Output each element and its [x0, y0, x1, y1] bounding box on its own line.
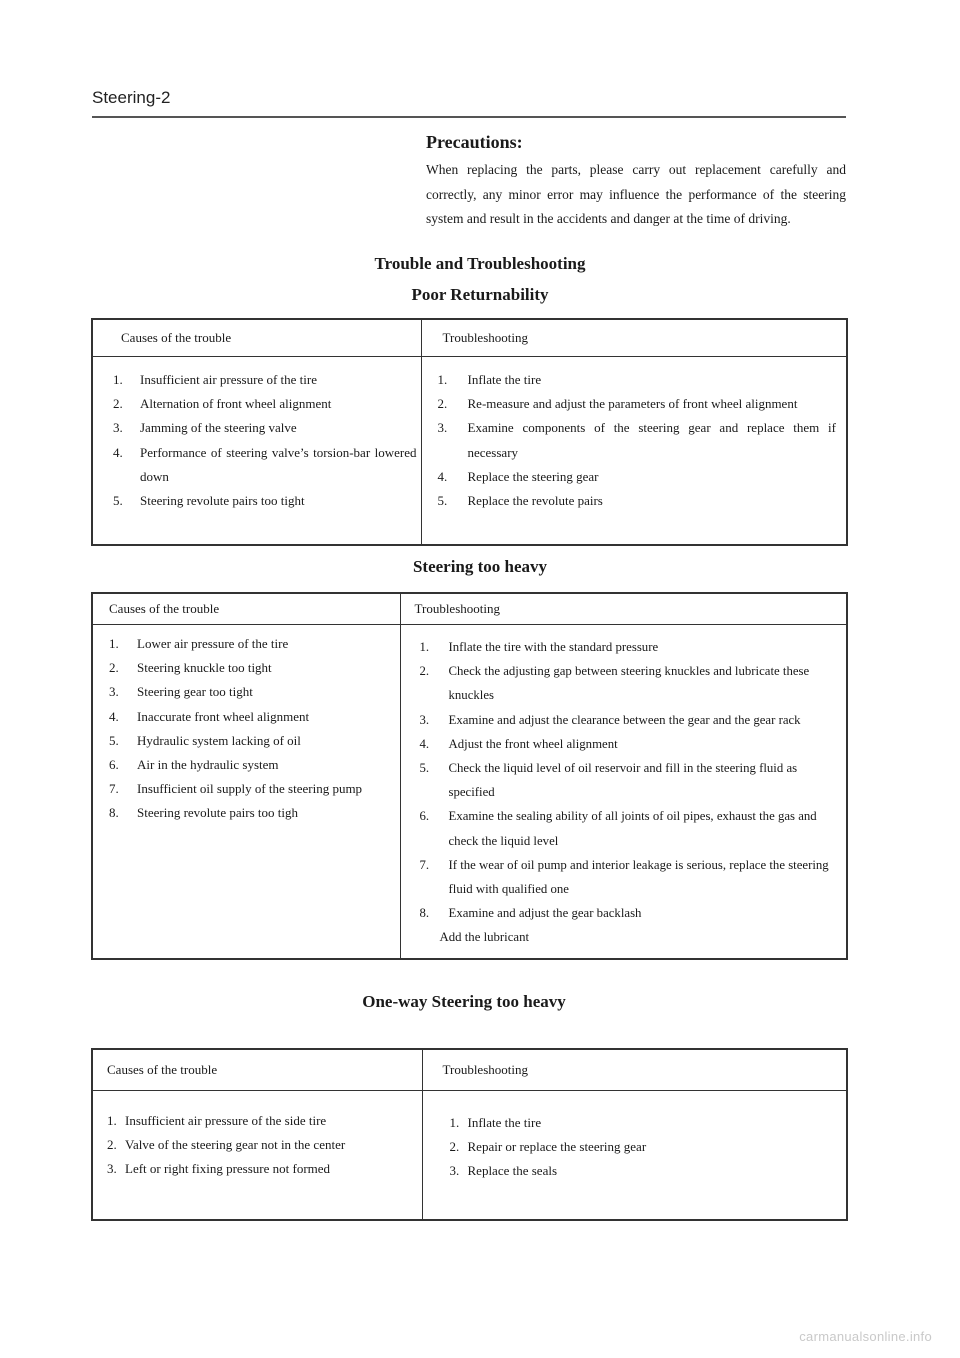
- causes-list: [107, 1109, 420, 1182]
- section-title-poor-returnability: Poor Returnability: [411, 285, 549, 304]
- troubleshooting-list: [450, 1111, 843, 1184]
- list-item: 4. Inaccurate front wheel alignment: [109, 708, 310, 724]
- list-item: 5. Steering revolute pairs too tight: [113, 493, 305, 509]
- list-item: 1. Inflate the tire: [437, 372, 542, 387]
- list-item: 2. Valve of the steering gear not in the center: [107, 1137, 346, 1153]
- steering-too-heavy-table: [91, 592, 848, 960]
- list-item: 3. Jamming of the steering valve: [113, 420, 297, 436]
- list-item: 3. Steering gear too tight: [109, 684, 253, 700]
- causes-header: Causes of the trouble: [92, 593, 400, 625]
- section-title-steering-too-heavy: Steering too heavy: [412, 557, 548, 576]
- header-rule: [92, 116, 846, 118]
- list-item: 5. Replace the revolute pairs: [437, 493, 603, 509]
- list-item: 3. Examine and adjust the clearance between the gear and the gear rack: [419, 712, 801, 727]
- list-item: 2. Re-measure and adjust the parameters of front wheel alignment: [437, 396, 798, 412]
- list-item: 8. Steering revolute pairs too tigh: [109, 805, 299, 821]
- watermark-logo: carmanualsonline.info: [799, 1329, 932, 1344]
- list-item: 1. Inflate the tire with the standard pressure: [419, 640, 659, 654]
- section-title-one-way-steering: One-way Steering too heavy: [362, 992, 566, 1011]
- troubleshooting-header: Troubleshooting: [400, 593, 847, 625]
- troubleshooting-list: [420, 635, 843, 950]
- list-item: 6. Air in the hydraulic system: [109, 757, 279, 773]
- list-item: 1. Lower air pressure of the tire: [109, 636, 289, 651]
- list-item: 1. Insufficient air pressure of the side tire: [107, 1113, 327, 1128]
- list-item: 4. Adjust the front wheel alignment: [419, 736, 618, 751]
- troubleshooting-list: [438, 368, 837, 513]
- list-item: 3. Left or right fixing pressure not formed: [107, 1161, 331, 1177]
- page-header-label: Steering-2: [92, 88, 171, 107]
- main-title: Trouble and Troubleshooting: [374, 254, 586, 273]
- list-item: 4. Replace the steering gear: [437, 468, 599, 484]
- precautions-body: When replacing the parts, please carry out replacement carefully and correctly, any minor error may influence the performance of the steering system and result in the accidents and danger at the time of driving.: [426, 162, 846, 226]
- list-item: 2. Steering knuckle too tight: [109, 660, 272, 676]
- list-item: 2. Repair or replace the steering gear: [449, 1139, 647, 1155]
- list-item: 7. If the wear of oil pump and interior leakage is serious, replace the steering fluid with qualified one: [419, 857, 829, 897]
- troubleshooting-header: Troubleshooting: [422, 1049, 847, 1091]
- list-item: 3. Replace the seals: [449, 1163, 558, 1179]
- causes-list: [109, 632, 398, 826]
- list-item: 7. Insufficient oil supply of the steering pump: [109, 781, 363, 797]
- list-item: 1. Inflate the tire: [449, 1115, 542, 1130]
- list-item: 5. Hydraulic system lacking of oil: [109, 732, 301, 748]
- troubleshooting-header: Troubleshooting: [421, 319, 847, 357]
- causes-list: [113, 368, 417, 513]
- list-item-extra: Add the lubricant: [439, 930, 530, 945]
- causes-header: Causes of the trouble: [92, 319, 421, 357]
- list-item: 1. Insufficient air pressure of the tire: [113, 372, 317, 387]
- precautions-title: Precautions:: [426, 132, 523, 152]
- list-item: 8. Examine and adjust the gear backlash: [419, 906, 642, 921]
- list-item: 4. Performance of steering valve’s torsion-bar lowered down: [113, 444, 417, 484]
- poor-returnability-table: [91, 318, 848, 546]
- one-way-steering-table: [91, 1048, 848, 1221]
- list-item: 2. Check the adjusting gap between steering knuckles and lubricate these knuckles: [419, 664, 810, 703]
- list-item: 3. Examine components of the steering gear and replace them if necessary: [437, 420, 836, 460]
- list-item: 2. Alternation of front wheel alignment: [113, 396, 332, 412]
- list-item: 5. Check the liquid level of oil reservoir and fill in the steering fluid as specified: [419, 761, 798, 800]
- causes-header: Causes of the trouble: [92, 1049, 422, 1091]
- list-item: 6. Examine the sealing ability of all joints of oil pipes, exhaust the gas and check the liquid level: [419, 809, 817, 848]
